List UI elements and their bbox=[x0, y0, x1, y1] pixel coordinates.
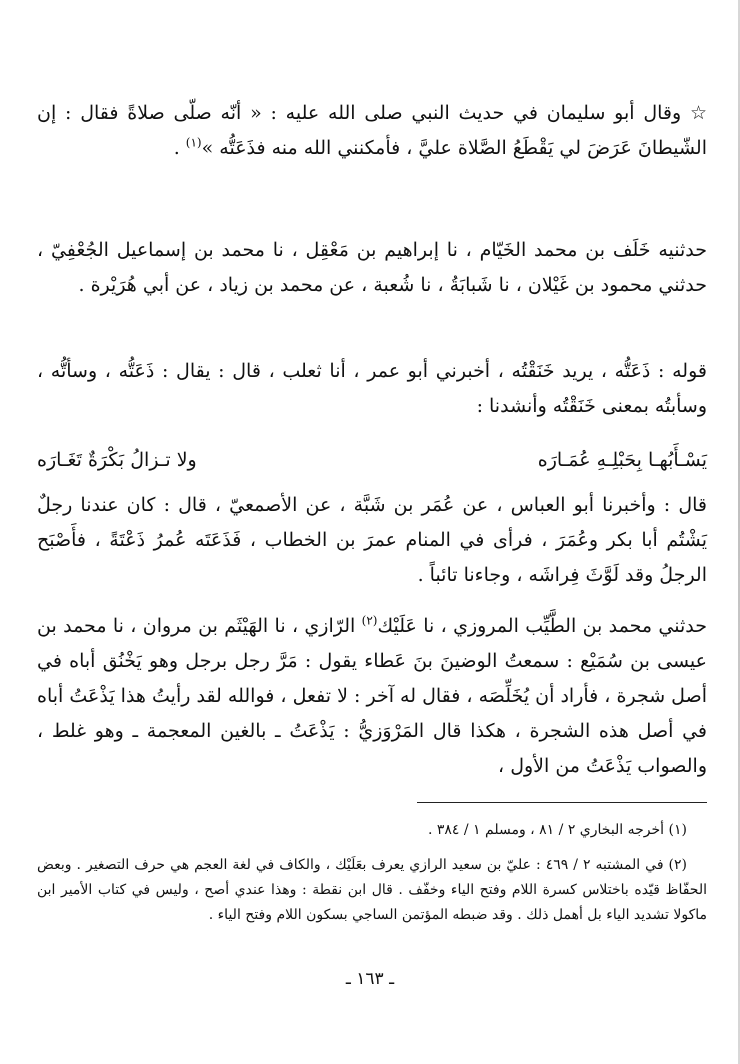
footnote-marker-2: (٢) bbox=[361, 613, 378, 628]
footnote-1: (١) أخرجه البخاري ٢ / ٨١ ، ومسلم ١ / ٣٨٤ . bbox=[427, 822, 687, 838]
footnote-2: (٢) في المشتبه ٢ / ٤٦٩ : عليّ بن سعيد الرازي يعرف بعَلَيْك ، والكاف في لغة العجم هي حرف التصغير . وبعض الحفّاظ قيّده باختلاس كسرة اللام وفتح الياء وخفّف . قال ابن نقطة : وهذا عندي أصح ، وليس في كتاب الأمير ابن ماكولا تشديد الياء بل أهمل ذلك . وقد ضبطه المؤتمن الساجي بسكون اللام وفتح الياء . bbox=[37, 857, 707, 923]
paragraph-hadith-text: ☆ وقال أبو سليمان في حديث النبي صلى الله عليه : « أنّه صلّى صلاةً فقال : إن الشّيطانَ عَرَضَ لي يَقْطَعُ الصَّلاة عليَّ ، فأمكنني الله منه فذَعَتُّه » bbox=[37, 102, 707, 159]
verse-hemistich-left: ولا تـزالُ بَكْرَةٌ تَغَـارَه bbox=[37, 449, 197, 471]
verse-hemistich-right: يَسْـأَبُهـا بِحَبْلِـهِ عُمَـارَه bbox=[537, 449, 707, 471]
paragraph-marwazi-report bbox=[37, 609, 707, 784]
footnote-divider bbox=[417, 802, 707, 803]
paragraph-isnad: حدثنيه خَلَف بن محمد الخَيّام ، نا إبراهيم بن مَعْقِل ، نا محمد بن إسماعيل الجُعْفِيّ ، حدثني محمود بن غَيْلان ، نا شَبابَةُ ، نا شُعبة ، عن محمد بن زياد ، عن أبي هُرَيْرة . bbox=[37, 239, 707, 296]
paragraph-hadith-end: . bbox=[173, 137, 186, 159]
paragraph-marwazi-text-b: الرّازي ، نا الهَيْثَم بن مروان ، نا محمد بن عيسى بن سُمَيْع : سمعتُ الوضينَ بنَ عَطاء يقول : مَرَّ رجل برجل وهو يَخْنُق أباه في أصل شجرة ، فأراد أن يُخَلِّصَه ، فقال له آخر : لا تفعل ، فوالله لقد رأيتُ هذا يَذْعَتُ أباه في أصل هذه الشجرة ، هكذا قال المَرْوَزيُّ : يَذْعَتُ ـ بالغين المعجمة ـ وهو غلط ، والصواب يَذْعَتُ من الأول ، bbox=[37, 615, 707, 777]
footnotes-section bbox=[37, 818, 707, 928]
page-number: ـ ١٦٣ ـ bbox=[345, 969, 395, 989]
poetry-verse bbox=[37, 440, 707, 480]
paragraph-asmai-report: قال : وأخبرنا أبو العباس ، عن عُمَر بن شَبَّة ، عن الأصمعيّ ، قال : كان عندنا رجلٌ يَشْتُم أبا بكر وعُمَرَ ، فرأى في المنام عمرَ بن الخطاب ، فَذَعَتَه عُمرُ ذَعْتَةً ، فأَصْبَح الرجلُ وقد لَوَّثَ فِراشَه ، وجاءنا تائباً . bbox=[37, 494, 707, 586]
paragraph-explanation: قوله : ذَعَتُّه ، يريد خَنَقْتُه ، أخبرني أبو عمر ، أنا ثعلب ، قال : يقال : ذَعَتُّه ، وسأتُّه ، وسأبتُه بمعنى خَنَقْتُه وأنشدنا : bbox=[37, 360, 707, 417]
footnote-marker-1: (١) bbox=[185, 135, 202, 150]
paragraph-hadith bbox=[37, 96, 707, 166]
paragraph-marwazi-text-a: حدثني محمد بن الطَّيِّب المروزي ، نا عَلَيْك bbox=[377, 615, 708, 637]
